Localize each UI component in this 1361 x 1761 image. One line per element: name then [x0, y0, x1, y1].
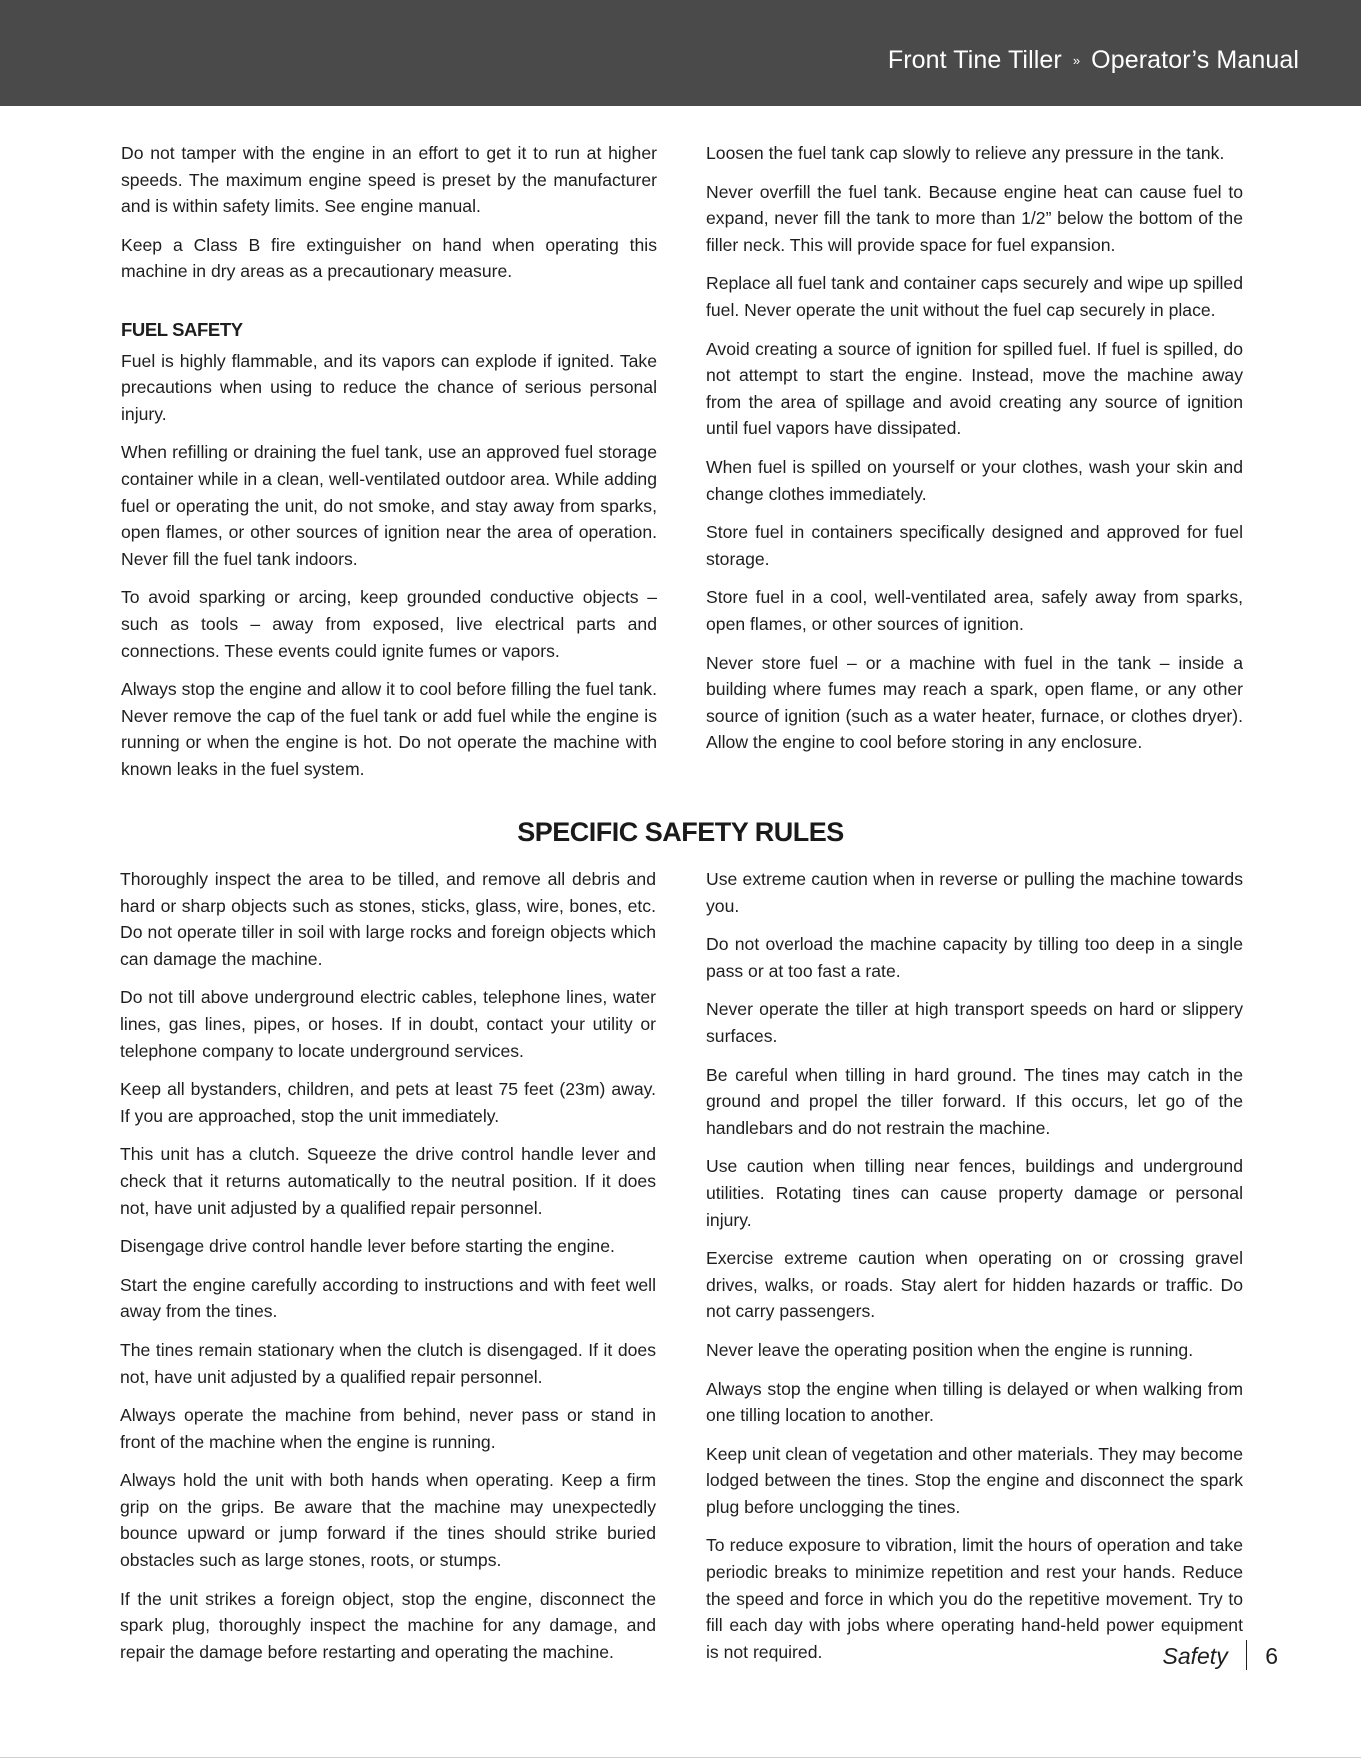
- top-left-column: [121, 140, 657, 794]
- paragraph: This unit has a clutch. Squeeze the drive control handle lever and check that it returns automatically to the neutral position. If it does not, have unit adjusted by a qualified repair personnel.: [120, 1144, 656, 1218]
- paragraph: Keep a Class B fire extinguisher on hand when operating this machine in dry areas as a precautionary measure.: [121, 234, 657, 282]
- paragraph: Replace all fuel tank and container caps securely and wipe up spilled fuel. Never operate the unit without the fuel cap securely in place.: [706, 273, 1243, 320]
- bottom-rule: [0, 1757, 1361, 1758]
- paragraph: When fuel is spilled on yourself or your clothes, wash your skin and change clothes immediately.: [706, 456, 1243, 504]
- paragraph: Never leave the operating position when the engine is running.: [706, 1339, 1194, 1360]
- paragraph: The tines remain stationary when the clutch is disengaged. If it does not, have unit adjusted by a qualified repair personnel.: [120, 1339, 656, 1387]
- bottom-left-column: [120, 866, 656, 1677]
- paragraph: Keep all bystanders, children, and pets at least 75 feet (23m) away. If you are approached, stop the unit immediately.: [120, 1079, 656, 1126]
- paragraph: To reduce exposure to vibration, limit the hours of operation and take periodic breaks to minimize repetition and rest your hands. Reduce the speed and force in which you do the repetitive movement. Try to fill each day with jobs where operating hand-held power equipment is not required.: [706, 1535, 1243, 1662]
- paragraph: Exercise extreme caution when operating on or crossing gravel drives, walks, or roads. Stay alert for hidden hazards or traffic. Do not carry passengers.: [706, 1248, 1243, 1322]
- paragraph: When refilling or draining the fuel tank, use an approved fuel storage container while in a clean, well-ventilated outdoor area. While adding fuel or operating the unit, do not smoke, and stay away from sparks, open flames, or other sources of ignition near the area of operation. Never fill the fuel tank indoors.: [121, 442, 657, 569]
- header-product: Front Tine Tiller: [887, 46, 1062, 74]
- fuel-safety-heading: FUEL SAFETY: [121, 318, 243, 340]
- section-title: SPECIFIC SAFETY RULES: [517, 817, 844, 847]
- paragraph: Always hold the unit with both hands when operating. Keep a firm grip on the grips. Be aware that the machine may unexpectedly bounce upward or jump forward if the tines should strike buried obstacles such as large stones, roots, or stumps.: [120, 1470, 656, 1571]
- header-separator: »: [1072, 53, 1081, 68]
- paragraph: Fuel is highly flammable, and its vapors can explode if ignited. Take precautions when using to reduce the chance of serious personal injury.: [121, 350, 657, 424]
- bottom-right-column: [706, 866, 1243, 1677]
- paragraph: Always operate the machine from behind, never pass or stand in front of the machine when the engine is running.: [120, 1405, 656, 1452]
- paragraph: Always stop the engine when tilling is delayed or when walking from one tilling location to another.: [706, 1378, 1243, 1426]
- paragraph: Start the engine carefully according to instructions and with feet well away from the tines.: [120, 1274, 656, 1322]
- paragraph: Never store fuel – or a machine with fuel in the tank – inside a building where fumes may reach a spark, open flame, or any other source of ignition (such as a water heater, furnace, or clothes dryer). Allow the engine to cool before storing in any enclosure.: [706, 652, 1243, 753]
- header-manual: Operator’s Manual: [1091, 46, 1299, 74]
- paragraph: If the unit strikes a foreign object, stop the engine, disconnect the spark plug, thoroughly inspect the machine for any damage, and repair the damage before restarting and operating the machine.: [120, 1588, 656, 1662]
- top-right-column: [706, 140, 1243, 768]
- paragraph: Use extreme caution when in reverse or pulling the machine towards you.: [706, 869, 1243, 916]
- paragraph: Avoid creating a source of ignition for spilled fuel. If fuel is spilled, do not attempt to start the engine. Instead, move the machine away from the area of spillage and avoid creating any source of ignition until fuel vapors have dissipated.: [706, 338, 1243, 439]
- paragraph: Disengage drive control handle lever before starting the engine.: [120, 1236, 615, 1257]
- header-title: [888, 46, 1299, 75]
- paragraph: Never operate the tiller at high transport speeds on hard or slippery surfaces.: [706, 999, 1243, 1046]
- paragraph: Keep unit clean of vegetation and other materials. They may become lodged between the tines. Stop the engine and disconnect the spark plug before unclogging the tines.: [706, 1443, 1243, 1517]
- page-footer: [1162, 1640, 1278, 1670]
- footer-divider: [1246, 1640, 1248, 1670]
- paragraph: Never overfill the fuel tank. Because engine heat can cause fuel to expand, never fill the tank to more than 1/2” below the bottom of the filler neck. This will provide space for fuel expansion.: [706, 181, 1243, 255]
- paragraph: Do not tamper with the engine in an effort to get it to run at higher speeds. The maximum engine speed is preset by the manufacturer and is within safety limits. See engine manual.: [121, 143, 657, 217]
- paragraph: Always stop the engine and allow it to cool before filling the fuel tank. Never remove the cap of the fuel tank or add fuel while the engine is running or when the engine is hot. Do not operate the machine with known leaks in the fuel system.: [121, 679, 657, 779]
- paragraph: Be careful when tilling in hard ground. The tines may catch in the ground and propel the tiller forward. If this occurs, let go of the handlebars and do not restrain the machine.: [706, 1064, 1243, 1138]
- paragraph: Thoroughly inspect the area to be tilled, and remove all debris and hard or sharp objects such as stones, sticks, glass, wire, bones, etc. Do not operate tiller in soil with large rocks and foreign objects which can damage the machine.: [120, 869, 656, 969]
- paragraph: To avoid sparking or arcing, keep grounded conductive objects – such as tools – away from exposed, live electrical parts and connections. These events could ignite fumes or vapors.: [121, 587, 657, 661]
- paragraph: Do not overload the machine capacity by tilling too deep in a single pass or at too fast a rate.: [706, 934, 1243, 981]
- page-number: 6: [1265, 1643, 1278, 1669]
- footer-section-name: Safety: [1162, 1643, 1228, 1669]
- paragraph: Use caution when tilling near fences, buildings and underground utilities. Rotating tines can cause property damage or personal injury.: [706, 1156, 1243, 1230]
- page-header: [0, 0, 1361, 106]
- paragraph: Store fuel in containers specifically designed and approved for fuel storage.: [706, 522, 1243, 569]
- paragraph: Store fuel in a cool, well-ventilated area, safely away from sparks, open flames, or other sources of ignition.: [706, 587, 1243, 634]
- paragraph: Loosen the fuel tank cap slowly to relieve any pressure in the tank.: [706, 143, 1225, 163]
- paragraph: Do not till above underground electric cables, telephone lines, water lines, gas lines, pipes, or hoses. If in doubt, contact your utility or telephone company to locate underground services.: [120, 987, 656, 1061]
